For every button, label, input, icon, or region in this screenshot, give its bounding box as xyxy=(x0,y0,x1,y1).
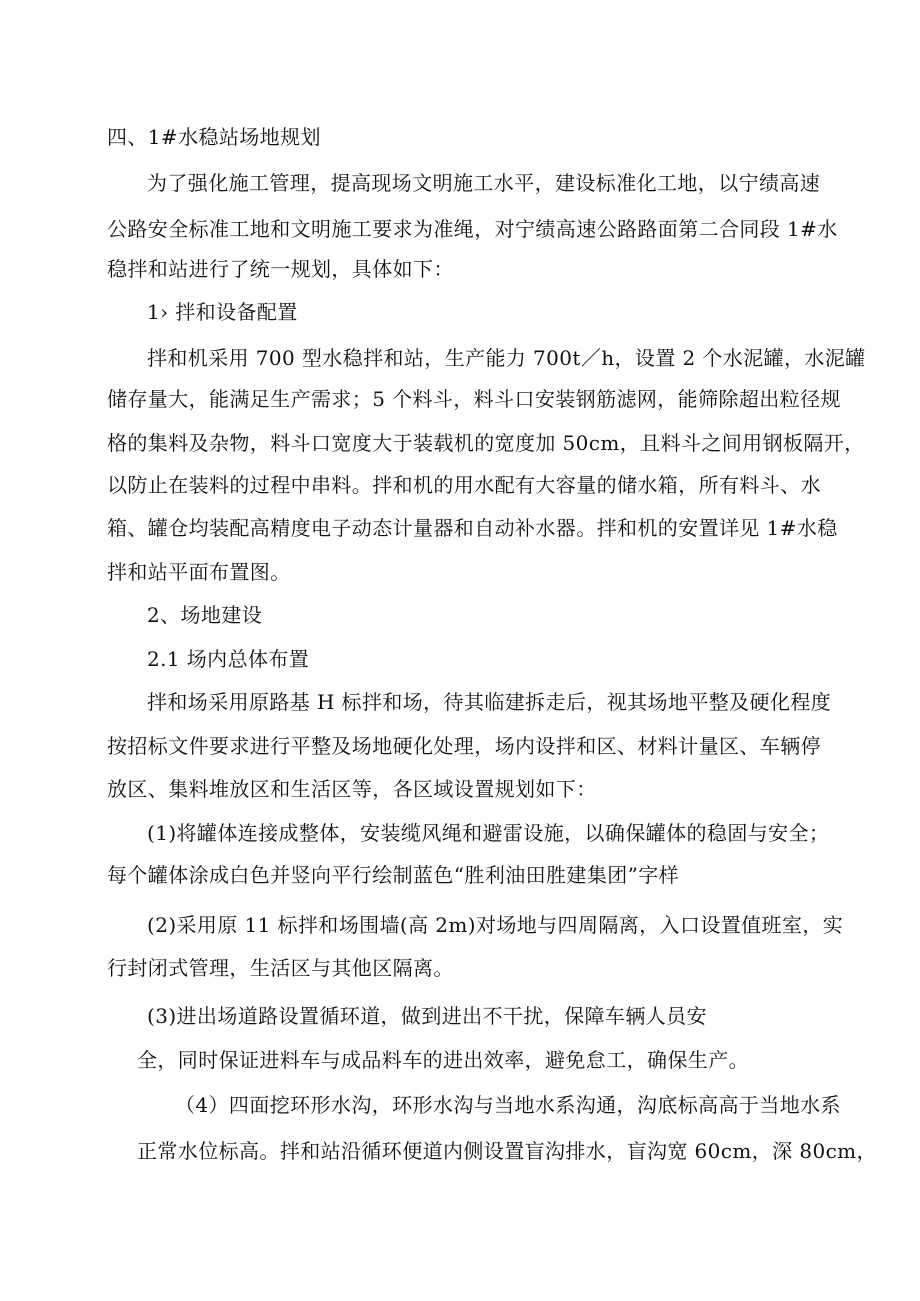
intro-line-2: 公路安全标准工地和文明施工要求为准绳，对宁绩高速公路路面第二合同段 1#水 xyxy=(107,217,838,241)
equipment-line-3: 格的集料及杂物，料斗口宽度大于装载机的宽度加 50cm，且料斗之间用钢板隔开， xyxy=(107,431,865,455)
item-2-line-1: (2)采用原 11 标拌和场围墙(高 2m)对场地与四周隔离，入口设置值班室，实 xyxy=(147,913,844,937)
item-3-line-2: 全，同时保证进料车与成品料车的进出效率，避免怠工，确保生产。 xyxy=(137,1048,749,1072)
layout-line-2: 按招标文件要求进行平整及场地硬化处理，场内设拌和区、材料计量区、车辆停 xyxy=(107,734,821,758)
item-1-line-1: (1)将罐体连接成整体，安装缆风绳和避雷设施，以确保罐体的稳固与安全； xyxy=(147,821,830,845)
item-4-line-1: （4）四面挖环形水沟，环形水沟与当地水系沟通，沟底标高高于当地水系 xyxy=(175,1093,841,1117)
layout-line-3: 放区、集料堆放区和生活区等，各区域设置规划如下： xyxy=(107,777,597,801)
item-4-line-2: 正常水位标高。拌和站沿循环便道内侧设置盲沟排水，盲沟宽 60cm，深 80cm， xyxy=(137,1139,877,1163)
subsection-title-site: 2、场地建设 xyxy=(147,603,263,627)
equipment-line-2: 储存量大，能满足生产需求；5 个料斗，料斗口安装钢筋滤网，能筛除超出粒径规 xyxy=(107,387,841,411)
item-3-line-1: (3)进出场道路设置循环道，做到进出不干扰，保障车辆人员安 xyxy=(147,1004,707,1028)
subsection-title-layout: 2.1 场内总体布置 xyxy=(147,647,310,671)
equipment-line-5: 箱、罐仓均装配高精度电子动态计量器和自动补水器。拌和机的安置详见 1#水稳 xyxy=(107,516,838,540)
equipment-line-4: 以防止在装料的过程中串料。拌和机的用水配有大容量的储水箱，所有料斗、水 xyxy=(107,473,821,497)
subsection-title-equipment: 1› 拌和设备配置 xyxy=(147,300,298,324)
item-1-line-2: 每个罐体涂成白色并竖向平行绘制蓝色“胜利油田胜建集团”字样 xyxy=(107,863,680,887)
layout-line-1: 拌和场采用原路基 H 标拌和场，待其临建拆走后，视其场地平整及硬化程度 xyxy=(147,690,832,714)
intro-line-1: 为了强化施工管理，提高现场文明施工水平，建设标准化工地，以宁绩高速 xyxy=(147,171,821,195)
equipment-line-1: 拌和机采用 700 型水稳拌和站，生产能力 700t／h，设置 2 个水泥罐，水泥罐 xyxy=(147,346,866,370)
item-2-line-2: 行封闭式管理，生活区与其他区隔离。 xyxy=(107,956,454,980)
intro-line-3: 稳拌和站进行了统一规划，具体如下： xyxy=(107,257,454,281)
equipment-line-6: 拌和站平面布置图。 xyxy=(107,560,291,584)
section-heading: 四、1#水稳站场地规划 xyxy=(107,125,321,149)
